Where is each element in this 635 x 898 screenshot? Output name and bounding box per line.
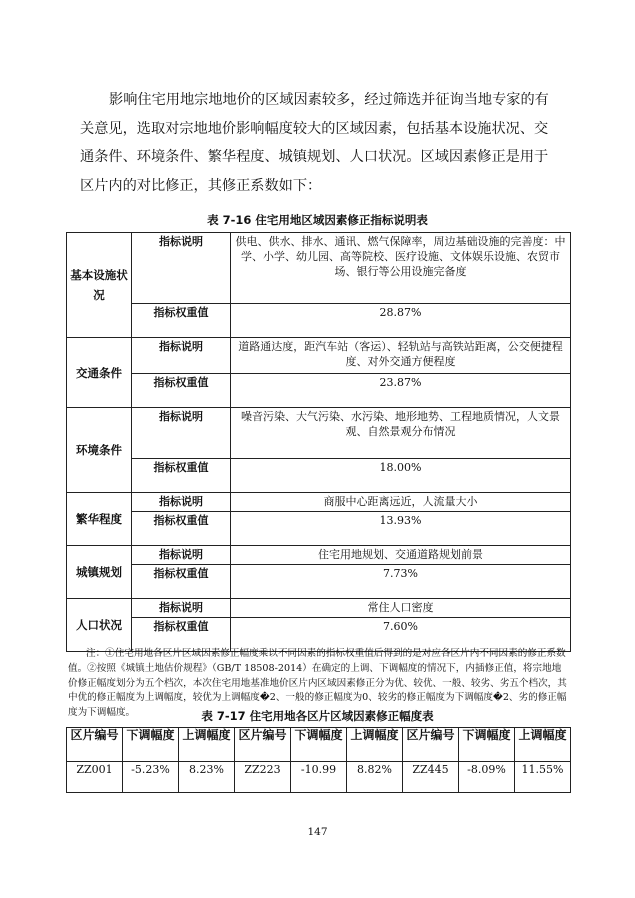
data-cell: 8.23% [179,762,235,793]
table-row [67,565,571,599]
table1-caption: 表 7-16 住宅用地区域因素修正指标说明表 [207,213,428,227]
desc-value-cell: 供电、供水、排水、通讯、燃气保障率，周边基础设施的完善度：中学、小学、幼儿园、高等院校、医疗设施、文体娱乐设施、农贸市场、银行等公用设施完备度 [231,233,571,304]
category-cell: 环境条件 [67,408,132,493]
category-cell: 基本设施状况 [67,233,132,338]
data-cell: -5.23% [123,762,179,793]
header-cell: 下调幅度 [123,728,179,762]
data-cell: 8.82% [347,762,403,793]
desc-value-cell: 常住人口密度 [231,599,571,618]
header-row [67,728,571,762]
data-cell: -8.09% [459,762,515,793]
page-number: 147 [307,826,328,838]
table-row [67,338,571,374]
weight-label-cell: 指标权重值 [132,304,231,338]
desc-value-cell: 住宅用地规划、交通道路规划前景 [231,546,571,565]
table-row [67,459,571,493]
desc-label-cell: 指标说明 [132,493,231,512]
table-row [67,546,571,565]
desc-value-cell: 商服中心距离远近，人流量大小 [231,493,571,512]
header-cell: 区片编号 [235,728,291,762]
table-row [67,408,571,459]
body-paragraph: 影响住宅用地宗地地价的区域因素较多，经过筛选并征询当地专家的有关意见，选取对宗地地价影响幅度较大的区域因素，包括基本设施状况、交通条件、环境条件、繁华程度、城镇规划、人口状况。区域因素修正是用于区片内的对比修正，其修正系数如下： [80,92,549,194]
category-cell: 繁华程度 [67,493,132,546]
header-cell: 下调幅度 [459,728,515,762]
weight-label-cell: 指标权重值 [132,512,231,546]
desc-label-cell: 指标说明 [132,408,231,459]
data-cell: ZZ001 [67,762,123,793]
weight-value-cell: 13.93% [231,512,571,546]
weight-value-cell: 28.87% [231,304,571,338]
weight-value-cell: 23.87% [231,374,571,408]
weight-label-cell: 指标权重值 [132,565,231,599]
table-row [67,599,571,618]
data-cell: -10.99 [291,762,347,793]
weight-value-cell: 18.00% [231,459,571,493]
data-cell: ZZ445 [403,762,459,793]
table-note: 注：①住宅用地各区片区域因素修正幅度乘以不同因素的指标权重值后得到的是对应各区片内不同因素的修正系数值。②按照《城镇土地估价规程》（GB/T 18508-2014）在确定的上调、下调幅度的情况下，内插修正值，将宗地地价修正幅度划分为五个档次，本次住宅用地基准地价区片内区域因素修正分为优、较优、一般、较劣、劣五个档次，其中优的修正幅度为上调幅度，较优为上调幅度�2、一般的修正幅度为0、较劣的修正幅度为下调幅度�2、劣的修正幅度为下调幅度。 [68,648,567,719]
weight-value-cell: 7.73% [231,565,571,599]
category-cell: 人口状况 [67,599,132,652]
weight-label-cell: 指标权重值 [132,618,231,652]
region-factor-indicator-table [66,232,571,652]
data-cell: 11.55% [515,762,571,793]
table2-caption: 表 7-17 住宅用地各区片区域因素修正幅度表 [201,709,434,723]
adjustment-range-table [66,727,571,793]
header-cell: 上调幅度 [179,728,235,762]
weight-value-cell: 7.60% [231,618,571,652]
category-cell: 交通条件 [67,338,132,408]
category-cell: 城镇规划 [67,546,132,599]
table-row [67,304,571,338]
table-row [67,233,571,304]
header-cell: 上调幅度 [347,728,403,762]
weight-label-cell: 指标权重值 [132,374,231,408]
table-row [67,512,571,546]
header-cell: 区片编号 [67,728,123,762]
desc-label-cell: 指标说明 [132,546,231,565]
table-row [67,762,571,793]
desc-label-cell: 指标说明 [132,233,231,304]
table-row [67,493,571,512]
desc-label-cell: 指标说明 [132,599,231,618]
weight-label-cell: 指标权重值 [132,459,231,493]
header-cell: 上调幅度 [515,728,571,762]
header-cell: 下调幅度 [291,728,347,762]
desc-value-cell: 道路通达度，距汽车站（客运）、轻轨站与高铁站距离，公交便捷程度、对外交通方便程度 [231,338,571,374]
desc-label-cell: 指标说明 [132,338,231,374]
desc-value-cell: 噪音污染、大气污染、水污染、地形地势、工程地质情况，人文景观、自然景观分布情况 [231,408,571,459]
data-cell: ZZ223 [235,762,291,793]
table-row [67,374,571,408]
header-cell: 区片编号 [403,728,459,762]
